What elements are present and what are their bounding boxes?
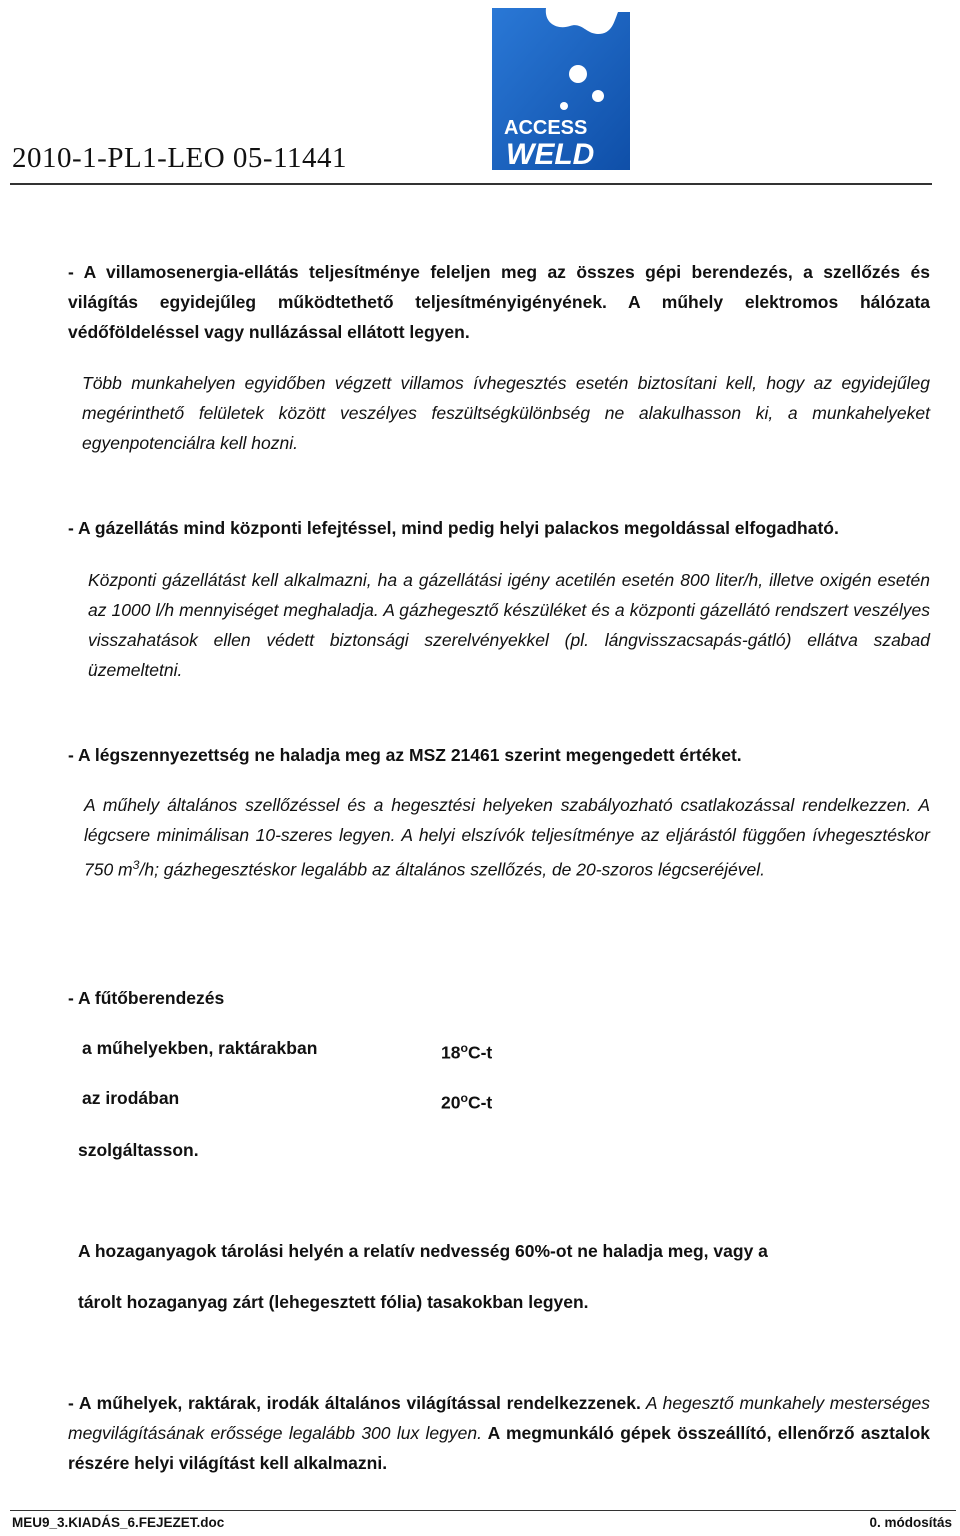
air-note	[84, 790, 930, 885]
air-note-text-cont: /h; gázhegesztéskor legalább az általános szellőzés, de 20-szoros légcseréjével.	[139, 859, 765, 880]
lighting-welding: A hegesztő munkahely mesterséges megvilágításának erőssége legalább 300 lux legyen.	[68, 1393, 930, 1443]
document-id: 2010-1-PL1-LEO 05-11441	[12, 142, 348, 174]
logo-dot	[569, 65, 587, 83]
heating-temp-workshop: 18$^o$C-t	[441, 1041, 493, 1063]
electric-requirement: - A villamosenergia-ellátás teljesítménye feleljen meg az összes gépi berendezés, a szellőzés és világítás egyidejűleg működtethető teljesítményigényének. A műhely elektromos hálózata védőföldeléssel vagy nullázással ellátott legyen.	[68, 262, 930, 342]
lighting-requirement	[68, 1388, 930, 1478]
logo-dot	[592, 90, 604, 102]
footer-revision: 0. módosítás	[869, 1515, 952, 1530]
heating-temp-office: 20$^o$C-t	[441, 1091, 493, 1113]
air-note-text: A műhely általános szellőzéssel és a hegesztési helyeken szabályozható csatlakozással rendelkezzen. A légcsere minimálisan 10-szeres legyen. A helyi elszívók teljesítménye az eljárástól függően ívhegesztéskor 750 m	[84, 795, 930, 880]
logo-text-weld: WELD	[506, 138, 595, 171]
logo-dot	[560, 102, 568, 110]
heating-place-workshop: a műhelyekben, raktárakban	[82, 1038, 318, 1058]
heating-title: - A fűtőberendezés	[68, 988, 225, 1008]
lighting-general: - A műhelyek, raktárak, irodák általános világítással rendelkezzenek.	[68, 1393, 641, 1413]
storage-line-1: A hozaganyagok tárolási helyén a relatív nedvesség 60%-ot ne haladja meg, vagy a	[78, 1241, 768, 1261]
gas-requirement: - A gázellátás mind központi lefejtéssel, mind pedig helyi palackos megoldással elfogadható.	[68, 518, 839, 538]
storage-line-2: tárolt hozaganyag zárt (lehegesztett fólia) tasakokban legyen.	[78, 1292, 589, 1312]
access-weld-logo	[486, 4, 636, 174]
heating-closing: szolgáltasson.	[78, 1140, 199, 1160]
air-note-superscript: 3	[132, 858, 140, 872]
footer-filename: MEU9_3.KIADÁS_6.FEJEZET.doc	[12, 1515, 225, 1530]
footer-rule	[10, 1510, 956, 1511]
header-rule	[10, 183, 932, 185]
gas-note: Központi gázellátást kell alkalmazni, ha a gázellátási igény acetilén esetén 800 liter/h, illetve oxigén esetén az 1000 l/h mennyiséget meghaladja. A gázhegesztő készüléket és a központi gázellátó rendszert veszélyes visszahatások ellen védett biztonsági szerelvényekkel (pl. lángvisszacsapás-gátló) ellátva szabad üzemeltetni.	[88, 570, 930, 680]
lighting-local: A megmunkáló gépek összeállító, ellenőrző asztalok részére helyi világítást kell alkalmazni.	[68, 1423, 930, 1473]
logo-text-access: ACCESS	[504, 117, 588, 139]
air-requirement: - A légszennyezettség ne haladja meg az MSZ 21461 szerint megengedett értéket.	[68, 745, 742, 765]
electric-note: Több munkahelyen egyidőben végzett villamos ívhegesztés esetén biztosítani kell, hogy az egyidejűleg megérinthető felületek között veszélyes feszültségkülönbség ne alakulhasson ki, a munkahelyeket egyenpotenciálra kell hozni.	[82, 373, 930, 453]
heating-place-office: az irodában	[82, 1088, 180, 1108]
